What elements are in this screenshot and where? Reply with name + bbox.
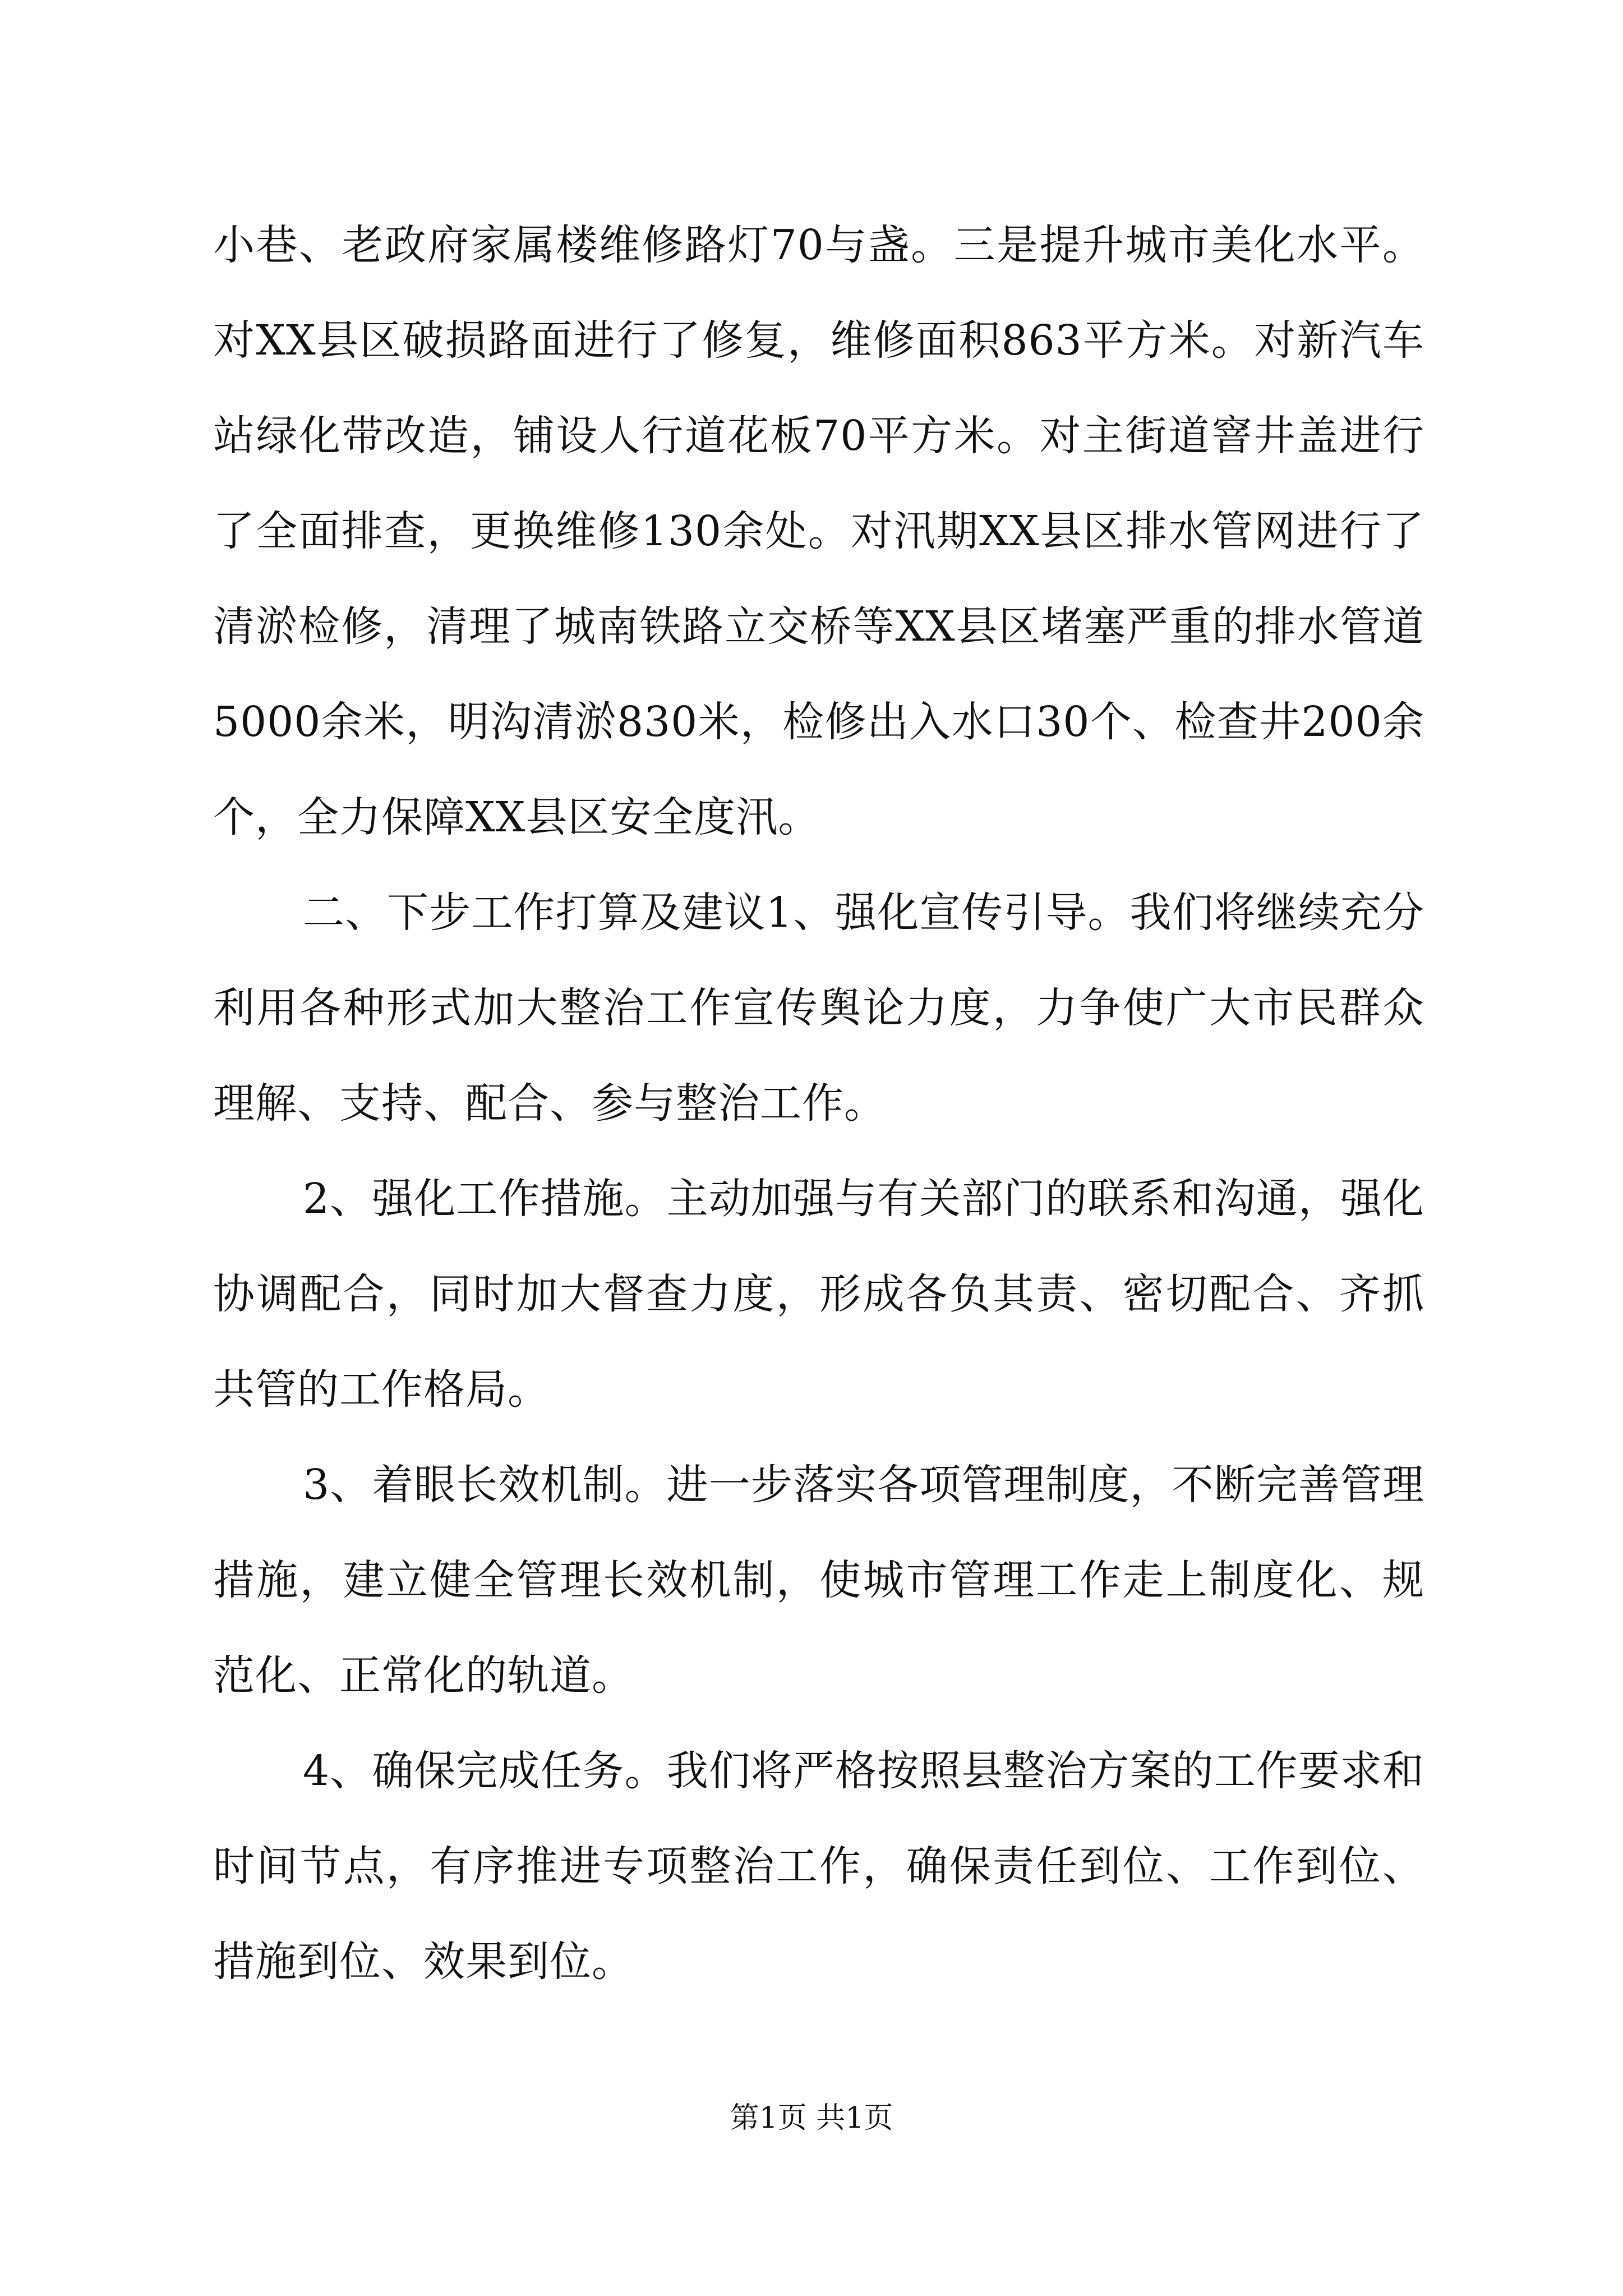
paragraph-next-steps: 二、下步工作打算及建议1、强化宣传引导。我们将继续充分利用各种形式加大整治工作宣传舆论力度，力争使广大市民群众理解、支持、配合、参与整治工作。	[213, 889, 1424, 1128]
document-body	[213, 197, 1424, 2009]
paragraph-long-term-mechanism: 3、着眼长效机制。进一步落实各项管理制度，不断完善管理措施，建立健全管理长效机制，使城市管理工作走上制度化、规范化、正常化的轨道。	[213, 1461, 1424, 1700]
paragraph-complete-tasks: 4、确保完成任务。我们将严格按照县整治方案的工作要求和时间节点，有序推进专项整治工作，确保责任到位、工作到位、措施到位、效果到位。	[213, 1747, 1424, 1986]
page-footer: 第1页 共1页	[730, 2101, 893, 2135]
paragraph-continued: 小巷、老政府家属楼维修路灯70与盏。三是提升城市美化水平。对XX县区破损路面进行了修复，维修面积863平方米。对新汽车站绿化带改造，铺设人行道花板70平方米。对主街道窨井盖进行了全面排查，更换维修130余处。对汛期XX县区排水管网进行了清淤检修，清理了城南铁路立交桥等XX县区堵塞严重的排水管道5000余米，明沟清淤830米，检修出入水口30个、检查井200余个，全力保障XX县区安全度汛。	[213, 221, 1424, 841]
paragraph-work-measures: 2、强化工作措施。主动加强与有关部门的联系和沟通，强化协调配合，同时加大督查力度，形成各负其责、密切配合、齐抓共管的工作格局。	[213, 1175, 1424, 1414]
